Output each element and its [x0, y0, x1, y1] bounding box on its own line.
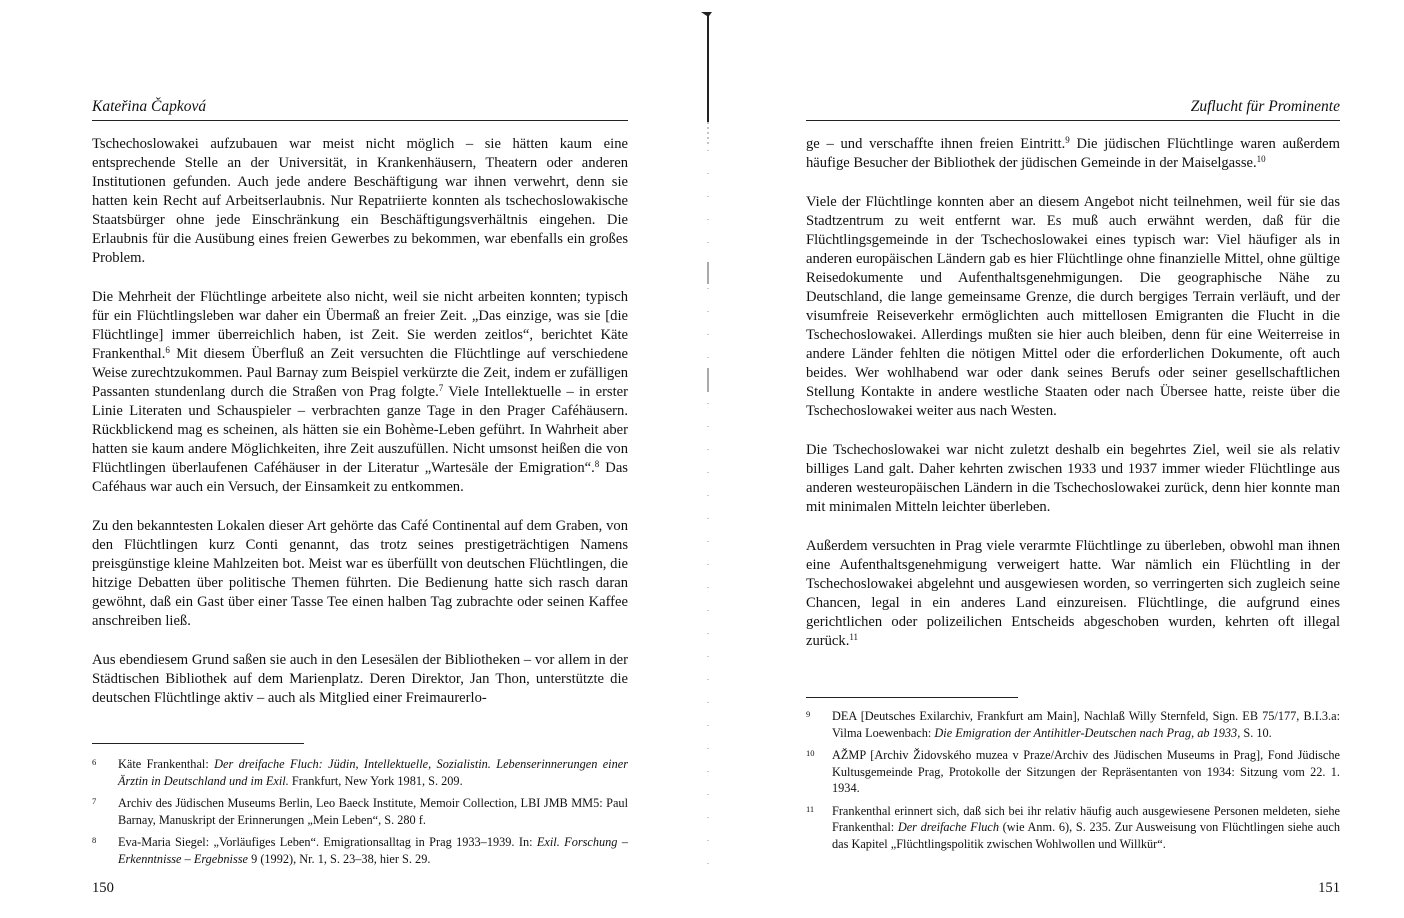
footnote-number: 10 — [806, 748, 815, 758]
footnote-number: 8 — [92, 835, 97, 845]
footnote-ref[interactable]: 7 — [438, 383, 444, 393]
paragraph: Zu den bekanntesten Lokalen dieser Art gehörte das Café Continental auf dem Graben, von den Flüchtlingen kurz Conti genannt, das trotz seines prestigeträchtigen Namens preisgünstige kleine Mahlzeiten bot. Meist war es überfüllt von deutschen Flüchtlingen, die hitzige Debatten über politische Themen führten. Die Bedienung hatte sich rasch daran gewöhnt, daß ein Gast über einer Tasse Tee einen halben Tag zubrachte oder seinen Kaffee anschreiben ließ. — [92, 518, 628, 629]
right-page — [702, 0, 1404, 918]
paragraph: ge – und verschaffte ihnen freien Eintritt.$^9$ Die jüdischen Flüchtlinge waren außerdem häufige Besucher der Bibliothek der jüdischen Gemeinde in der Maiselgasse.$^{10}$ — [806, 135, 1340, 171]
footnote-ref[interactable]: 10 — [1256, 154, 1266, 164]
footnote-divider — [806, 697, 1018, 698]
footnote-ref[interactable]: 9 — [1065, 135, 1070, 145]
footnote: 10 AŽMP [Archiv Židovského muzea v Praze/Archiv des Jüdischen Museums in Prag], Fond Jüdische Kultusgemeinde Prag, Protokolle der Sitzungen der Repräsentanten von 1934: Sitzung vom 22. 1. 1934. — [806, 748, 1340, 795]
left-footnotes — [92, 756, 628, 873]
page-number: 150 — [92, 880, 114, 896]
footnote-number: 6 — [92, 757, 97, 767]
footnote: 8 Eva-Maria Siegel: „Vorläufiges Leben“. Emigrationsalltag in Prag 1933–1939. In: Exil. Forschung – Erkenntnisse – Ergebnisse 9 (1992), Nr. 1, S. 23–38, hier S. 29. — [92, 835, 628, 866]
running-head-title: Zuflucht für Prominente — [806, 98, 1340, 121]
paragraph: Die Mehrheit der Flüchtlinge arbeitete also nicht, weil sie nicht arbeiten konnten; typisch für ein Flüchtlingsleben war daher ein Übermaß an freier Zeit. „Das einzige, was sie [die Flüchtlinge] immer überreichlich haben, ist Zeit. Sie werden zeitlos“, berichtet Käte Frankenthal.$^6$ Mit diesem Überfluß an Zeit versuchten die Flüchtlinge auf verschiedene Weise zurechtzukommen. Paul Barnay zum Beispiel verkürzte die Zeit, indem er zufälligen Passanten stundenlang durch die Straßen von Prag folgte.$^7$ Viele Intellektuelle – in erster Linie Literaten und Schauspieler – verbrachten ganze Tage in den Prager Caféhäusern. Rückblickend mag es scheinen, als hätten sie ein Bohème-Leben geführt. In Wahrheit aber hatten sie kaum andere Möglichkeiten, ihre Zeit auszufüllen. Nicht umsonst heißen die von Flüchtlingen überlaufenen Caféhäuser in der Literatur „Wartesäle der Emigration“.$^8$ Das Caféhaus war auch ein Versuch, der Einsamkeit zu entkommen. — [92, 289, 628, 495]
footnote: 11 Frankenthal erinnert sich, daß sich bei ihr relativ häufig auch ausgewiesene Personen meldeten, siehe Frankenthal: Der dreifache Fluch (wie Anm. 6), S. 235. Zur Ausweisung von Flüchtlingen siehe auch das Kapitel „Flüchtlingspolitik zwischen Wohlwollen und Willkür“. — [806, 803, 1341, 851]
page-number: 151 — [1318, 880, 1340, 896]
right-footnotes — [806, 708, 1340, 858]
paragraph: Tschechoslowakei aufzubauen war meist nicht möglich – sie hätten kaum eine entsprechende Stelle an der Universität, in Krankenhäusern, Theatern oder anderen Institutionen gefunden. Auch jede andere Beschäftigung war ihnen verwehrt, denn sie hatten kein Recht auf Arbeitserlaubnis. Nur Repatriierte konnten als tschechoslowakische Staatsbürger ohne jede Einschränkung ein Beschäftigungsverhältnis eingehen. Die Erlaubnis für die Ausübung eines freien Gewerbes zu bekommen, war ebenfalls ein großes Problem. — [92, 136, 628, 266]
footnote-ref[interactable]: 8 — [594, 459, 600, 469]
footnote: 7 Archiv des Jüdischen Museums Berlin, Leo Baeck Institute, Memoir Collection, LBI JMB MM5: Paul Barnay, Manuskript der Erinnerungen „Mein Leben“, S. 280 f. — [92, 796, 628, 827]
footnote-ref[interactable]: 11 — [849, 632, 859, 642]
footnote-number: 11 — [806, 803, 815, 814]
paragraph: Außerdem versuchten in Prag viele verarmte Flüchtlinge zu überleben, obwohl man ihnen eine Aufenthaltsgenehmigung verweigert hatte. War nämlich ein Flüchtling in der Tschechoslowakei abgelehnt und ausgewiesen worden, so verringerten sich zugleich seine Chancen, legal in ein anderes Land einzureisen. Flüchtlinge, die aufgrund eines gerichtlichen oder polizeilichen Entscheids abgeschoben wurden, kehrten oft illegal zurück.$^{11}$ — [806, 538, 1340, 649]
footnote: 6 Käte Frankenthal: Der dreifache Fluch: Jüdin, Intellektuelle, Sozialistin. Lebenserinnerungen einer Ärztin in Deutschland und im Exil. Frankfurt, New York 1981, S. 209. — [92, 757, 628, 788]
left-body-text — [92, 135, 628, 728]
paragraph: Viele der Flüchtlinge konnten aber an diesem Angebot nicht teilnehmen, weil für sie das Stadtzentrum zu weit entfernt war. Es muß auch erwähnt werden, daß für die Flüchtlingsgemeinde in der Tschechoslowakei eines typisch war: Viel häufiger als in anderen europäischen Ländern gab es hier Flüchtlinge ohne finanzielle Mittel, ohne gültige Reisedokumente und Aufenthaltsgenehmigungen. Die geographische Nähe zu Deutschland, die lange gemeinsame Grenze, die durch bergiges Terrain verläuft, und der visumfreie Reiseverkehr ermöglichten auch mittellosen Emigranten die Flucht in die Tschechoslowakei. Allerdings mußten sie hier auch bleiben, denn für eine Weiterreise in andere Länder fehlten die nötigen Mittel oder die erforderlichen Dokumente, oft auch beides. Wer wohlhabend war oder dank seines Berufs oder seiner gesellschaftlichen Stellung Kontakte in andere westliche Staaten oder nach Übersee hatte, reiste über die Tschechoslowakei weiter aus nach Westen. — [806, 194, 1340, 419]
footnote-number: 9 — [806, 709, 811, 719]
running-head-author: Kateřina Čapková — [92, 98, 628, 121]
paragraph: Aus ebendiesem Grund saßen sie auch in den Lesesälen der Bibliotheken – vor allem in der Städtischen Bibliothek auf dem Marienplatz. Deren Direktor, Jan Thon, unterstützte die deutschen Flüchtlinge aktiv – auch als Mitglied einer Freimaurerlo- — [92, 652, 628, 706]
footnote-number: 7 — [92, 796, 97, 806]
paragraph: Die Tschechoslowakei war nicht zuletzt deshalb ein begehrtes Ziel, weil sie als relativ billiges Land galt. Daher kehrten zwischen 1933 und 1937 immer wieder Flüchtlinge aus anderen westeuropäischen Ländern in die Tschechoslowakei zurück, denn hier konnte man mit minimalen Mitteln leichter überleben. — [806, 442, 1340, 515]
right-body-text — [806, 135, 1340, 671]
footnote-divider — [92, 743, 304, 744]
footnote-ref[interactable]: 6 — [165, 345, 170, 355]
footnote: 9 DEA [Deutsches Exilarchiv, Frankfurt am Main], Nachlaß Willy Sternfeld, Sign. EB 75/177, B.I.3.a: Vilma Loewenbach: Die Emigration der Antihitler-Deutschen nach Prag, ab 1933, S. 10. — [806, 709, 1340, 740]
